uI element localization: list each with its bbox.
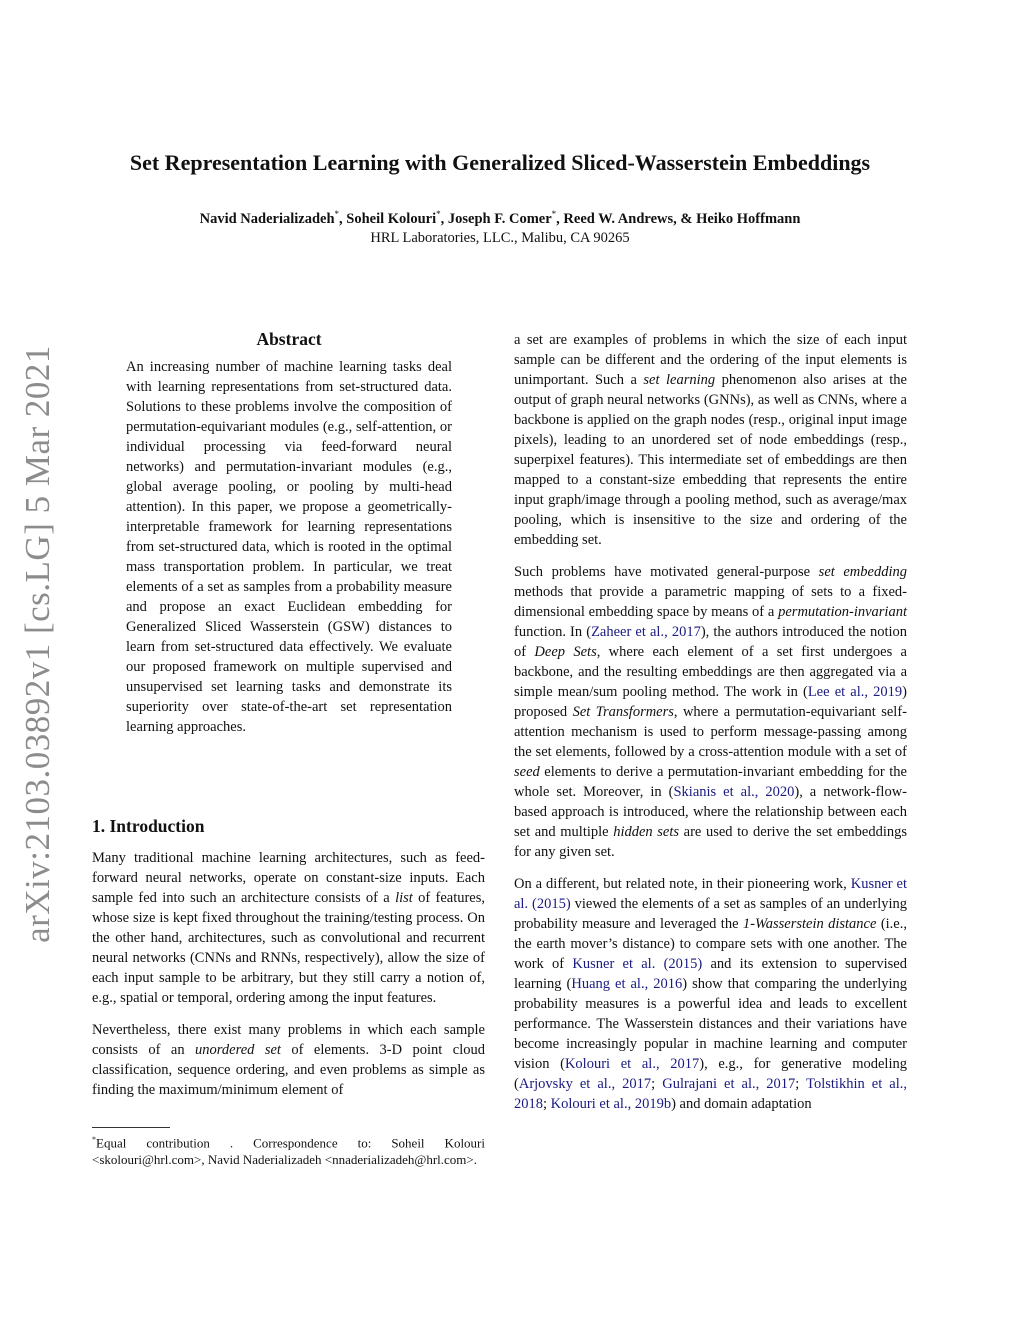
paragraph: a set are examples of problems in which the size of each input sample can be different and the ordering of the input elements is unimportant. Such a set learning phenomenon also arises at the output of graph neural networks (GNNs), as well as CNNs, where a backbone is applied on the graph nodes (resp., original input image pixels), leading to an unordered set of node embeddings (resp., superpixel features). This intermediate set of embeddings are then mapped to a constant-size embedding that represents the entire input graph/image through a pooling method, such as average/max pooling, which is insensitive to the size and ordering of the embedding set. (514, 332, 907, 548)
left-column-text (92, 848, 485, 1100)
abstract-body (126, 357, 452, 737)
paragraph: Such problems have motivated general-purpose set embedding methods that provide a parametric mapping of sets to a fixed-dimensional embedding space by means of a permutation-invariant function. In (Zaheer et al., 2017), the authors introduced the notion of Deep Sets, where each element of a set first undergoes a backbone, and the resulting embeddings are then aggregated via a simple mean/sum pooling method. The work in (Lee et al., 2019) proposed Set Transformers, where a permutation-equivariant self-attention mechanism is used to perform message-passing among the set elements, followed by a cross-attention module with a set of seed elements to derive a permutation-invariant embedding for the whole set. Moreover, in (Skianis et al., 2020), a network-flow-based approach is introduced, where the relationship between each set and multiple hidden sets are used to derive the set embeddings for any given set. (514, 564, 908, 860)
equal-contribution-mark: * (334, 209, 340, 219)
footnote-rule (92, 1127, 170, 1128)
affiliation: HRL Laboratories, LLC., Malibu, CA 90265 (370, 230, 630, 246)
paragraph: On a different, but related note, in their pioneering work, Kusner et al. (2015) viewed the elements of a set as samples of an underlying probability measure and leveraged the 1-Wasserstein distance (i.e., the earth mover’s distance) to compare sets with one another. The work of Kusner et al. (2015) and its extension to supervised learning (Huang et al., 2016) show that comparing the underlying probability measures is a powerful idea and leads to excellent performance. The Wasserstein distances and their variations have become increasingly popular in machine learning and computer vision (Kolouri et al., 2017), e.g., for generative modeling (Arjovsky et al., 2017; Gulrajani et al., 2017; Tolstikhin et al., 2018; Kolouri et al., 2019b) and domain adaptation (514, 876, 908, 1112)
author: Soheil Kolouri (346, 210, 437, 227)
author: Reed W. Andrews, & Heiko Hoffmann (563, 210, 801, 227)
arxiv-stamp (14, 345, 62, 943)
author-list: Navid Naderializadeh*, Soheil Kolouri*, Joseph F. Comer*, Reed W. Andrews, & Heiko Hoffmann (199, 209, 801, 227)
citation-link[interactable]: Huang et al., 2016 (571, 976, 683, 992)
author: Navid Naderializadeh (199, 210, 335, 227)
equal-contribution-mark: * (551, 209, 557, 219)
citation-link[interactable]: Skianis et al., 2020 (673, 784, 795, 800)
abstract-text: An increasing number of machine learning tasks deal with learning representations from set-structured data. Solutions to these problems involve the composition of permutation-equivariant modules (e.g., self-attention, or individual processing via feed-forward neural networks) and permutation-invariant modules (e.g., global average pooling, or pooling by multi-head attention). In this paper, we propose a geometrically-interpretable framework for learning representations from set-structured data, which is rooted in the optimal mass transportation problem. In particular, we treat elements of a set as samples from a probability measure and propose an exact Euclidean embedding for Generalized Sliced Wasserstein (GSW) distances to learn from set-structured data effectively. We evaluate our proposed framework on multiple supervised and unsupervised set learning tasks and demonstrate its superiority over state-of-the-art set representation learning approaches. (126, 359, 452, 735)
paragraph: Nevertheless, there exist many problems in which each sample consists of an unordered set of elements. 3-D point cloud classification, sequence ordering, and even problems as simple as finding the maximum/minimum element of (92, 1022, 485, 1098)
footnote-text: Equal contribution . Correspondence to: Soheil Kolouri <skolouri@hrl.com>, Navid Naderializadeh <nnaderializadeh@hrl.com>. (92, 1135, 485, 1168)
paper-title: Set Representation Learning with Generalized Sliced-Wasserstein Embeddings (129, 150, 871, 175)
citation-link[interactable]: Kusner et al. (2015) (572, 956, 703, 972)
abstract-heading: Abstract (256, 329, 322, 349)
citation-link[interactable]: Kusner et al. (2015) (514, 876, 908, 912)
section-heading-introduction: 1. Introduction (92, 816, 205, 836)
arxiv-id-text: arXiv:2103.03892v1 [cs.LG] 5 Mar 2021 (18, 345, 58, 943)
citation-link[interactable]: Gulrajani et al., 2017 (662, 1076, 796, 1092)
footnote (92, 1131, 485, 1168)
citation-link[interactable]: Lee et al., 2019 (807, 684, 903, 700)
citation-link[interactable]: Tolstikhin et al., 2018 (514, 1076, 907, 1112)
footnote-mark: * (92, 1135, 96, 1144)
paragraph: Many traditional machine learning architectures, such as feed-forward neural networks, operate on constant-size inputs. Each sample fed into such an architecture consists of a list of features, whose size is kept fixed throughout the training/testing process. On the other hand, architectures, such as convolutional and recurrent neural networks (CNNs and RNNs, respectively), allow the size of each input sample to be arbitrary, but they still carry a notion of, e.g., spatial or temporal, ordering among the input features. (92, 850, 486, 1006)
equal-contribution-mark: * (436, 209, 441, 219)
right-column-text (514, 330, 907, 1114)
citation-link[interactable]: Arjovsky et al., 2017 (518, 1076, 652, 1092)
author: Joseph F. Comer (447, 210, 552, 227)
citation-link[interactable]: Kolouri et al., 2019b (550, 1096, 672, 1112)
citation-link[interactable]: Kolouri et al., 2017 (564, 1056, 700, 1072)
citation-link[interactable]: Zaheer et al., 2017 (591, 624, 701, 640)
